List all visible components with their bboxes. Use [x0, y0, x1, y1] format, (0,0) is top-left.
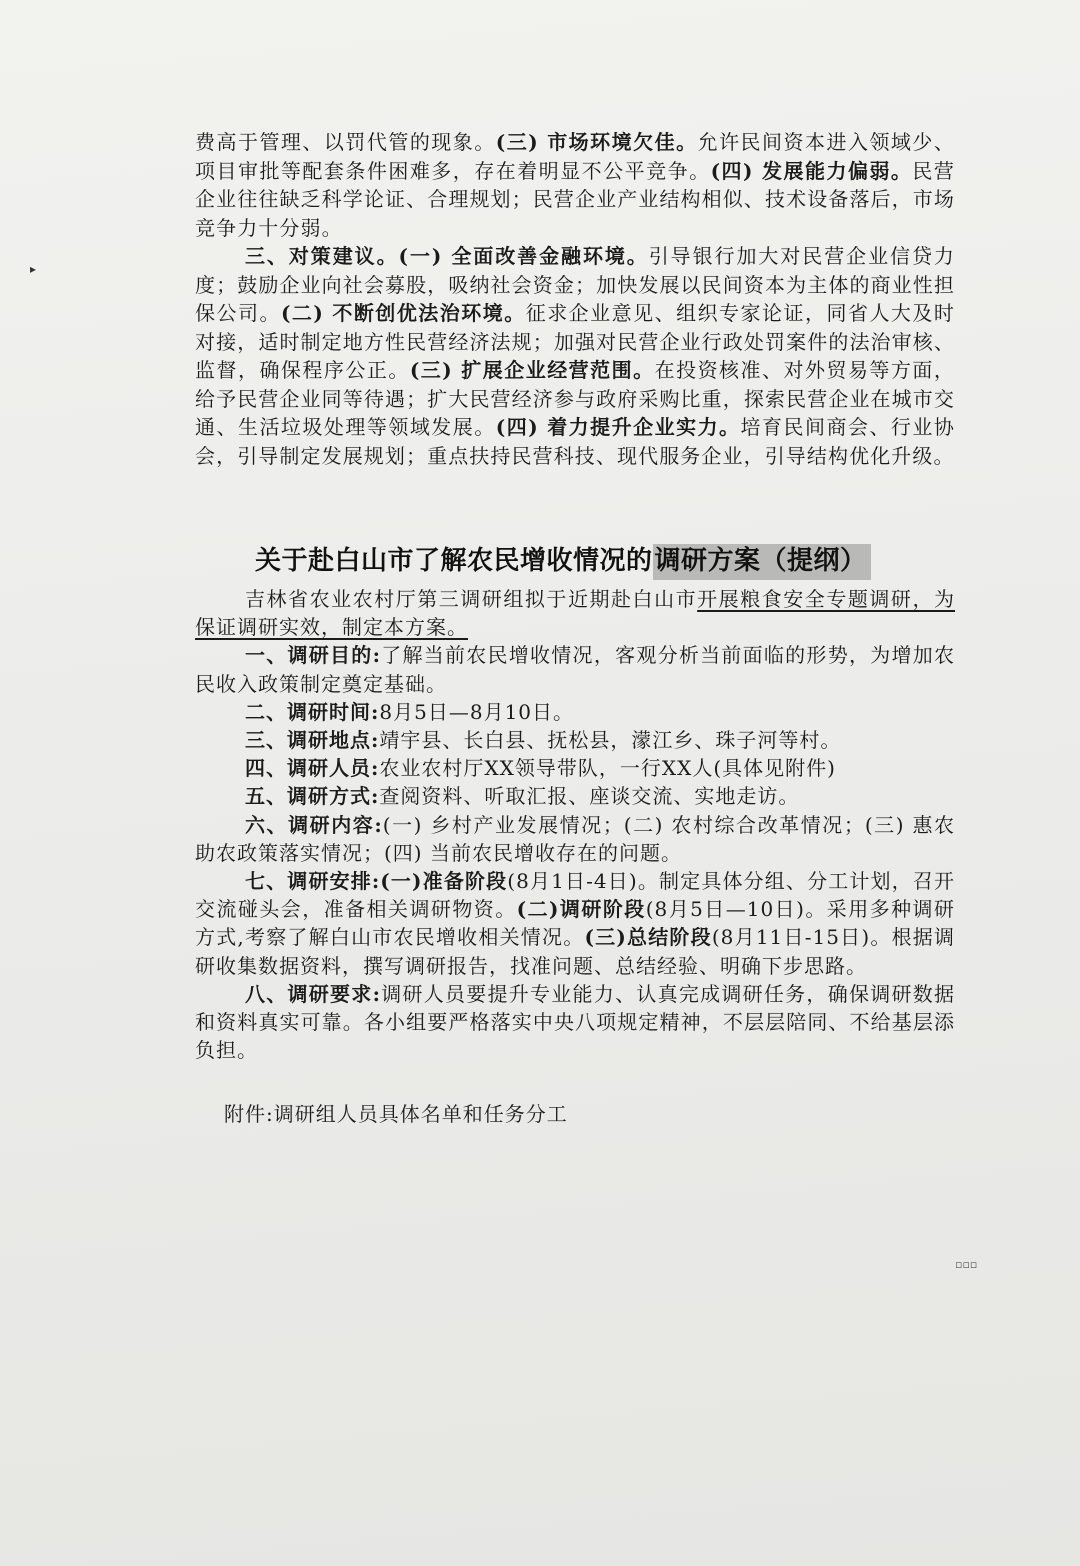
section-label: 八、调研要求:: [245, 981, 381, 1006]
section-personnel: [195, 754, 955, 782]
phase-label: (二)调研阶段: [516, 897, 646, 922]
section-content: [195, 811, 955, 867]
heading-run: (三) 市场环境欠佳。: [495, 130, 698, 154]
phase-text: (8月1日-4日)。制定具体分组、分工计划，召开交流碰头会，准备相关调研物资。: [195, 869, 955, 922]
text-run: 民营企业往往缺乏科学论证、合理规划；民营企业产业结构相似、技术设备落后，市场竞争力十分弱。: [195, 158, 956, 240]
attachment-note: 附件:调研组人员具体名单和任务分工: [224, 1102, 568, 1126]
margin-mark-icon: ▸: [30, 262, 37, 276]
section-text: (一) 乡村产业发展情况；(二) 农村综合改革情况；(三) 惠农助农政策落实情况；(四) 当前农民增收存在的问题。: [195, 812, 956, 865]
text-run: 培育民间商会、行业协会，引导制定发展规划；重点扶持民营科技、现代服务企业，引导结构优化升级。: [195, 415, 955, 468]
section-label: 七、调研安排:: [245, 869, 381, 894]
text-run: 引导银行加大对民营企业信贷力度；鼓励企业向社会募股，吸纳社会资金；加快发展以民间资本为主体的商业性担保公司。: [195, 244, 955, 325]
section-purpose: [195, 641, 955, 697]
heading-run: (二) 不断创优法治环境。: [280, 301, 526, 325]
section-label: 五、调研方式:: [245, 784, 380, 809]
page-number-mark-icon: ▫▫▫: [955, 1258, 978, 1271]
plan-intro: [195, 585, 955, 641]
plan-title: [255, 540, 871, 577]
heading-run: (四) 着力提升企业实力。: [495, 415, 741, 439]
section-text: 查阅资料、听取汇报、座谈交流、实地走访。: [379, 784, 800, 809]
heading-run: (三) 扩展企业经营范围。: [409, 358, 655, 382]
section-time: [195, 698, 955, 726]
section-text: 8月5日—8月10日。: [379, 699, 575, 724]
title-text: 关于赴白山市了解农民增收情况的: [255, 546, 653, 576]
section-label: 一、调研目的:: [245, 643, 381, 668]
heading-run: (四) 发展能力偏弱。: [710, 158, 913, 183]
section-text: 调研人员要提升专业能力、认真完成调研任务，确保调研数据和资料真实可靠。各小组要严格落实中央八项规定精神，不层层陪同、不给基层添负担。: [195, 981, 955, 1063]
phase-label: (一)准备阶段: [380, 869, 508, 894]
title-highlight: 调研方案（提纲）: [653, 544, 871, 580]
intro-underlined: 开展粮食安全专题调研，为保证调研实效，制定本方案。: [195, 587, 955, 640]
section-method: [195, 782, 955, 810]
phase-text: (8月5日—10日)。采用多种调研方式,考察了解白山市农民增收相关情况。: [195, 897, 955, 950]
section-text: 了解当前农民增收情况，客观分析当前面临的形势，为增加农民收入政策制定奠定基础。: [195, 643, 955, 696]
section-schedule: [195, 867, 955, 980]
section-text: 农业农村厅XX领导带队，一行XX人(具体见附件): [379, 756, 836, 781]
section-label: 四、调研人员:: [245, 756, 380, 781]
text-run: 在投资核准、对外贸易等方面，给予民营企业同等待遇；扩大民营经济参与政府采购比重，探索民营企业在城市交通、生活垃圾处理等领域发展。: [195, 358, 955, 439]
plan-body: [195, 585, 955, 1064]
section-label: 三、调研地点:: [245, 728, 380, 753]
phase-text: (8月11日-15日)。根据调研收集数据资料，撰写调研报告，找准问题、总结经验、明确下步思路。: [195, 925, 956, 978]
text-run: 征求企业意见、组织专家论证，同省人大及时对接，适时制定地方性民营经济法规；加强对民营企业行政处罚案件的法治审核、监督，确保程序公正。: [195, 301, 955, 382]
section-label: 六、调研内容:: [245, 812, 383, 837]
paragraph-suggestions: [195, 242, 955, 470]
intro-text: 吉林省农业农村厅第三调研组拟于近期赴白山市: [245, 587, 698, 611]
phase-label: (三)总结阶段: [584, 925, 712, 950]
section-location: [195, 726, 955, 754]
section-text: 靖宇县、长白县、抚松县，濛江乡、珠子河等村。: [379, 728, 842, 753]
text-run: 费高于管理、以罚代管的现象。: [195, 130, 496, 154]
top-section: [195, 128, 955, 470]
text-run: 允许民间资本进入领域少、项目审批等配套条件困难多，存在着明显不公平竞争。: [195, 130, 956, 183]
section-label: 二、调研时间:: [245, 699, 380, 724]
heading-run: 三、对策建议。(一) 全面改善金融环境。: [245, 244, 649, 268]
paragraph-problems: [195, 128, 955, 242]
section-requirements: [195, 980, 955, 1065]
